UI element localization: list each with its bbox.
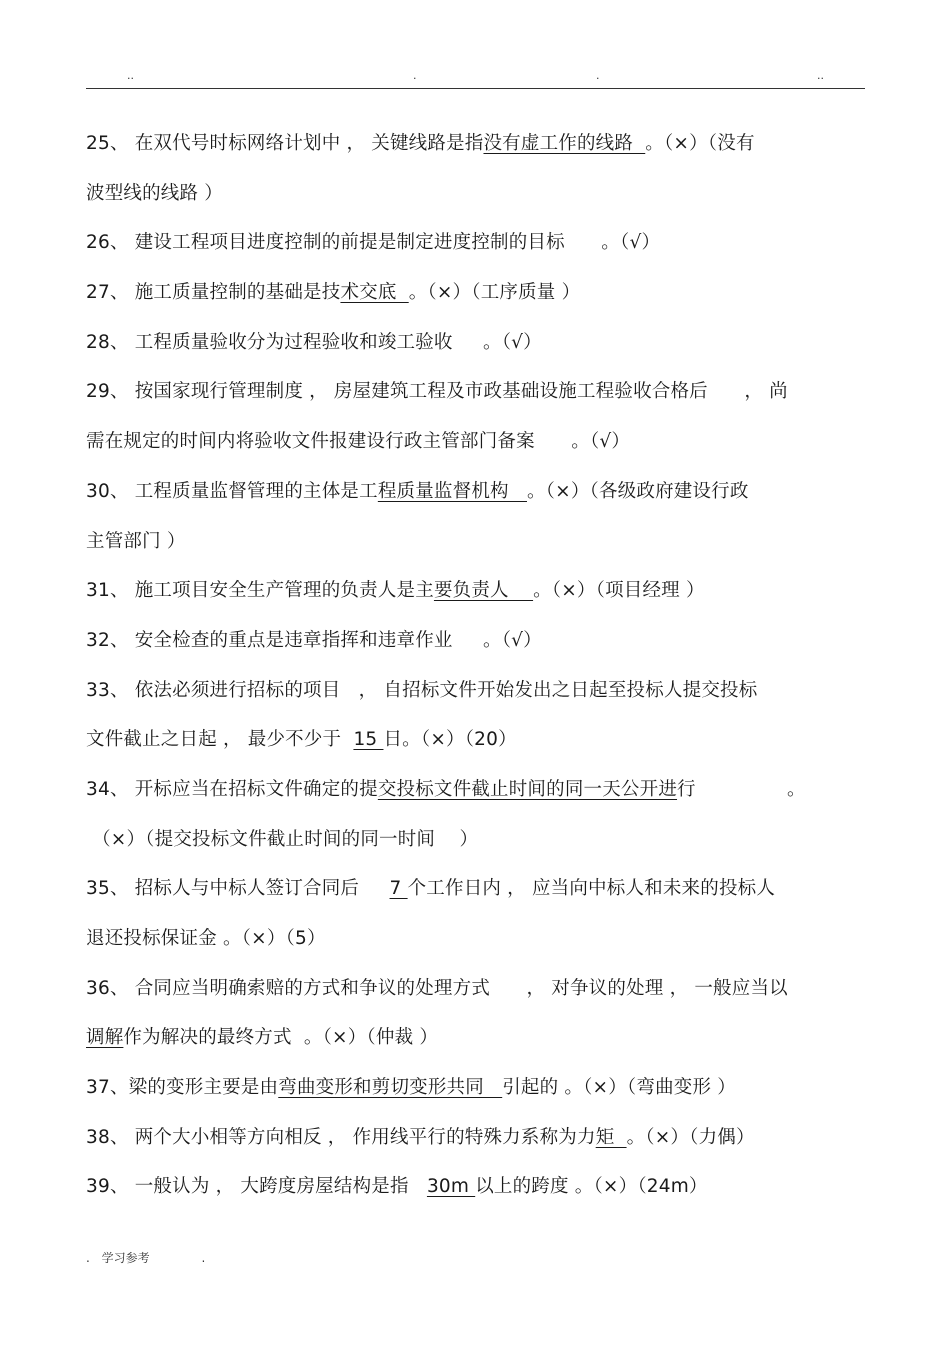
underlined-term: 术交底	[340, 282, 409, 304]
text-line	[86, 1116, 866, 1166]
text-segment: 38、 两个大小相等方向相反 ， 作用线平行的特殊力系称为力	[86, 1126, 596, 1148]
text-segment: 34、 开标应当在招标文件确定的提	[86, 778, 378, 800]
underlined-term: 矩	[595, 1126, 627, 1148]
text-segment: 27、 施工质量控制的基础是技	[86, 282, 341, 304]
page-footer	[86, 1250, 213, 1266]
text-line	[86, 321, 866, 371]
text-line	[86, 867, 866, 917]
text-segment: 日。（×）（20）	[383, 729, 517, 751]
text-line	[86, 619, 866, 669]
text-line	[86, 122, 866, 172]
text-segment: 31、 施工项目安全生产管理的负责人是主	[86, 580, 434, 602]
text-segment: 32、 安全检查的重点是违章指挥和违章作业 。（√）	[86, 629, 542, 651]
text-line	[86, 1066, 866, 1116]
text-segment: 29、 按国家现行管理制度 ， 房屋建筑工程及市政基础设施工程验收合格后 ， 尚	[86, 381, 788, 403]
text-segment: 25、 在双代号时标网络计划中 ， 关键线路是指	[86, 133, 484, 154]
text-segment: 作为解决的最终方式 。（×）（仲裁 ）	[123, 1027, 439, 1049]
text-line	[86, 967, 866, 1017]
header-rule	[86, 88, 865, 89]
text-line	[86, 470, 866, 520]
underlined-term: 交投标文件截止时间的同一天公开进	[377, 778, 678, 800]
text-segment: 引起的 。（×）（弯曲变形 ）	[502, 1077, 736, 1099]
underlined-term: 弯曲变形和剪切变形共同	[278, 1077, 503, 1099]
text-segment: 行 。	[677, 778, 806, 800]
text-segment: 波型线的线路 ）	[86, 182, 223, 204]
text-segment: （×）（提交投标文件截止时间的同一时间 ）	[86, 828, 479, 850]
text-segment: 36、 合同应当明确索赔的方式和争议的处理方式 ， 对争议的处理 ， 一般应当以	[86, 977, 788, 999]
text-line	[86, 768, 866, 818]
text-segment: 39、 一般认为 ， 大跨度房屋结构是指	[86, 1176, 427, 1198]
text-segment: 。（×）（力偶）	[626, 1126, 755, 1148]
text-segment: 。（×）（项目经理 ）	[533, 580, 705, 602]
footer-mark-right: .	[201, 1251, 206, 1265]
text-line	[86, 271, 866, 321]
underlined-term: 要负责人	[433, 580, 534, 602]
text-segment: 30、 工程质量监督管理的主体是工	[86, 480, 378, 502]
question-list	[86, 122, 866, 1215]
text-segment: 26、 建设工程项目进度控制的前提是制定进度控制的目标 。（√）	[86, 232, 661, 254]
text-segment: 33、 依法必须进行招标的项目 ， 自招标文件开始发出之日起至投标人提交投标	[86, 679, 758, 701]
text-segment: 以上的跨度 。（×）（24m）	[475, 1176, 708, 1198]
underlined-term: 7	[389, 878, 408, 900]
text-segment: 需在规定的时间内将验收文件报建设行政主管部门备案 。（√）	[86, 431, 631, 453]
text-line	[86, 818, 866, 868]
underlined-term: 30m	[426, 1176, 476, 1198]
text-line	[86, 917, 866, 967]
header-mark-2: .	[413, 69, 417, 82]
text-segment: 主管部门 ）	[86, 530, 186, 552]
underlined-term: 没有虚工作的线路	[483, 133, 646, 154]
underlined-term: 程质量监督机构	[377, 480, 527, 502]
text-segment: 。（×）（各级政府建设行政	[526, 480, 749, 502]
text-line	[86, 420, 866, 470]
text-line	[86, 1016, 866, 1066]
underlined-term: 调解	[86, 1027, 124, 1049]
text-segment: 退还投标保证金 。（×）（5）	[86, 928, 326, 949]
text-segment: 文件截止之日起 ， 最少不少于	[86, 729, 354, 751]
text-segment: 个工作日内 ， 应当向中标人和未来的投标人	[407, 878, 776, 900]
text-line	[86, 172, 866, 222]
text-segment: 35、 招标人与中标人签订合同后	[86, 878, 390, 900]
text-segment: 37、梁的变形主要是由	[86, 1077, 279, 1099]
text-segment: 。（×）（没有	[645, 133, 755, 154]
underlined-term: 15	[353, 729, 384, 751]
text-line	[86, 569, 866, 619]
footer-text: 学习参考	[101, 1251, 150, 1265]
footer-mark-left: .	[86, 1251, 90, 1265]
header-mark-4: ..	[817, 69, 824, 82]
text-line	[86, 669, 866, 719]
text-line	[86, 520, 866, 570]
text-line	[86, 718, 866, 768]
text-segment: 。（×）（工序质量 ）	[408, 282, 581, 304]
text-line	[86, 1165, 866, 1215]
text-segment: 28、 工程质量验收分为过程验收和竣工验收 。（√）	[86, 331, 542, 353]
text-line	[86, 221, 866, 271]
text-line	[86, 370, 866, 420]
header-mark-3: .	[596, 69, 600, 82]
header-mark-1: ..	[127, 69, 134, 82]
